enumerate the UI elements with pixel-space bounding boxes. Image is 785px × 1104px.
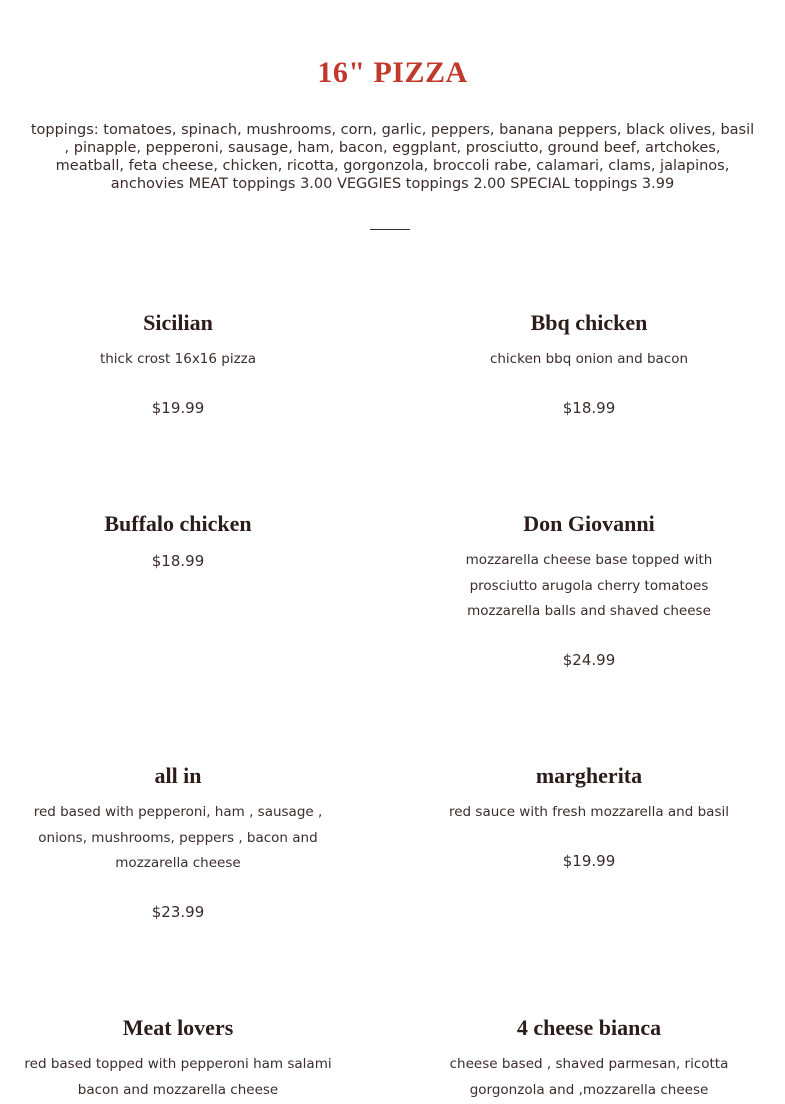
item-description: red based with pepperoni, ham , sausage , onions, mushrooms, peppers , bacon and mozzarella cheese (33, 804, 323, 872)
item-name: all in (154, 763, 202, 788)
menu-item-sicilian (18, 309, 338, 418)
item-name: Bbq chicken (530, 310, 648, 335)
section-title: 16" PIZZA (317, 56, 468, 89)
menu-item-4-cheese-bianca (429, 1014, 749, 1103)
item-price: $24.99 (562, 651, 616, 670)
item-price: $18.99 (151, 552, 205, 570)
item-description: mozzarella cheese base topped with prosciutto arugola cherry tomatoes mozzarella balls and shaved cheese (465, 552, 713, 620)
item-name: Don Giovanni (523, 511, 655, 536)
item-description: red sauce with fresh mozzarella and basil (449, 804, 729, 820)
menu-item-don-giovanni (429, 510, 749, 670)
item-price: $18.99 (562, 398, 616, 417)
item-name: Sicilian (143, 310, 213, 335)
item-description: chicken bbq onion and bacon (489, 351, 689, 367)
divider (370, 229, 410, 230)
item-price: $19.99 (151, 398, 205, 417)
item-name: margherita (535, 763, 643, 788)
item-name: Meat lovers (122, 1015, 234, 1040)
menu-item-buffalo-chicken (18, 510, 338, 571)
menu-item-margherita (429, 762, 749, 871)
menu-item-bbq-chicken (429, 309, 749, 418)
item-price: $23.99 (151, 903, 205, 922)
item-description: red based topped with pepperoni ham salami bacon and mozzarella cheese (24, 1056, 332, 1098)
item-description: thick crost 16x16 pizza (99, 351, 257, 367)
item-name: 4 cheese bianca (516, 1015, 662, 1040)
item-description: cheese based , shaved parmesan, ricotta gorgonzola and ,mozzarella cheese (449, 1056, 729, 1098)
item-name: Buffalo chicken (104, 511, 252, 536)
menu-item-meat-lovers (18, 1014, 338, 1103)
toppings-list: toppings: tomatoes, spinach, mushrooms, corn, garlic, peppers, banana peppers, black olives, basil , pinapple, pepperoni, sausage, ham, bacon, eggplant, prosciutto, ground beef, artchokes, meatball, feta cheese, chicken, ricotta, gorgonzola, broccoli rabe, calamari, clams, jalapinos, anchovies MEAT toppings 3.00 VEGGIES toppings 2.00 SPECIAL toppings 3.99 (30, 122, 755, 192)
item-price: $19.99 (562, 851, 616, 870)
menu-item-all-in (18, 762, 338, 922)
